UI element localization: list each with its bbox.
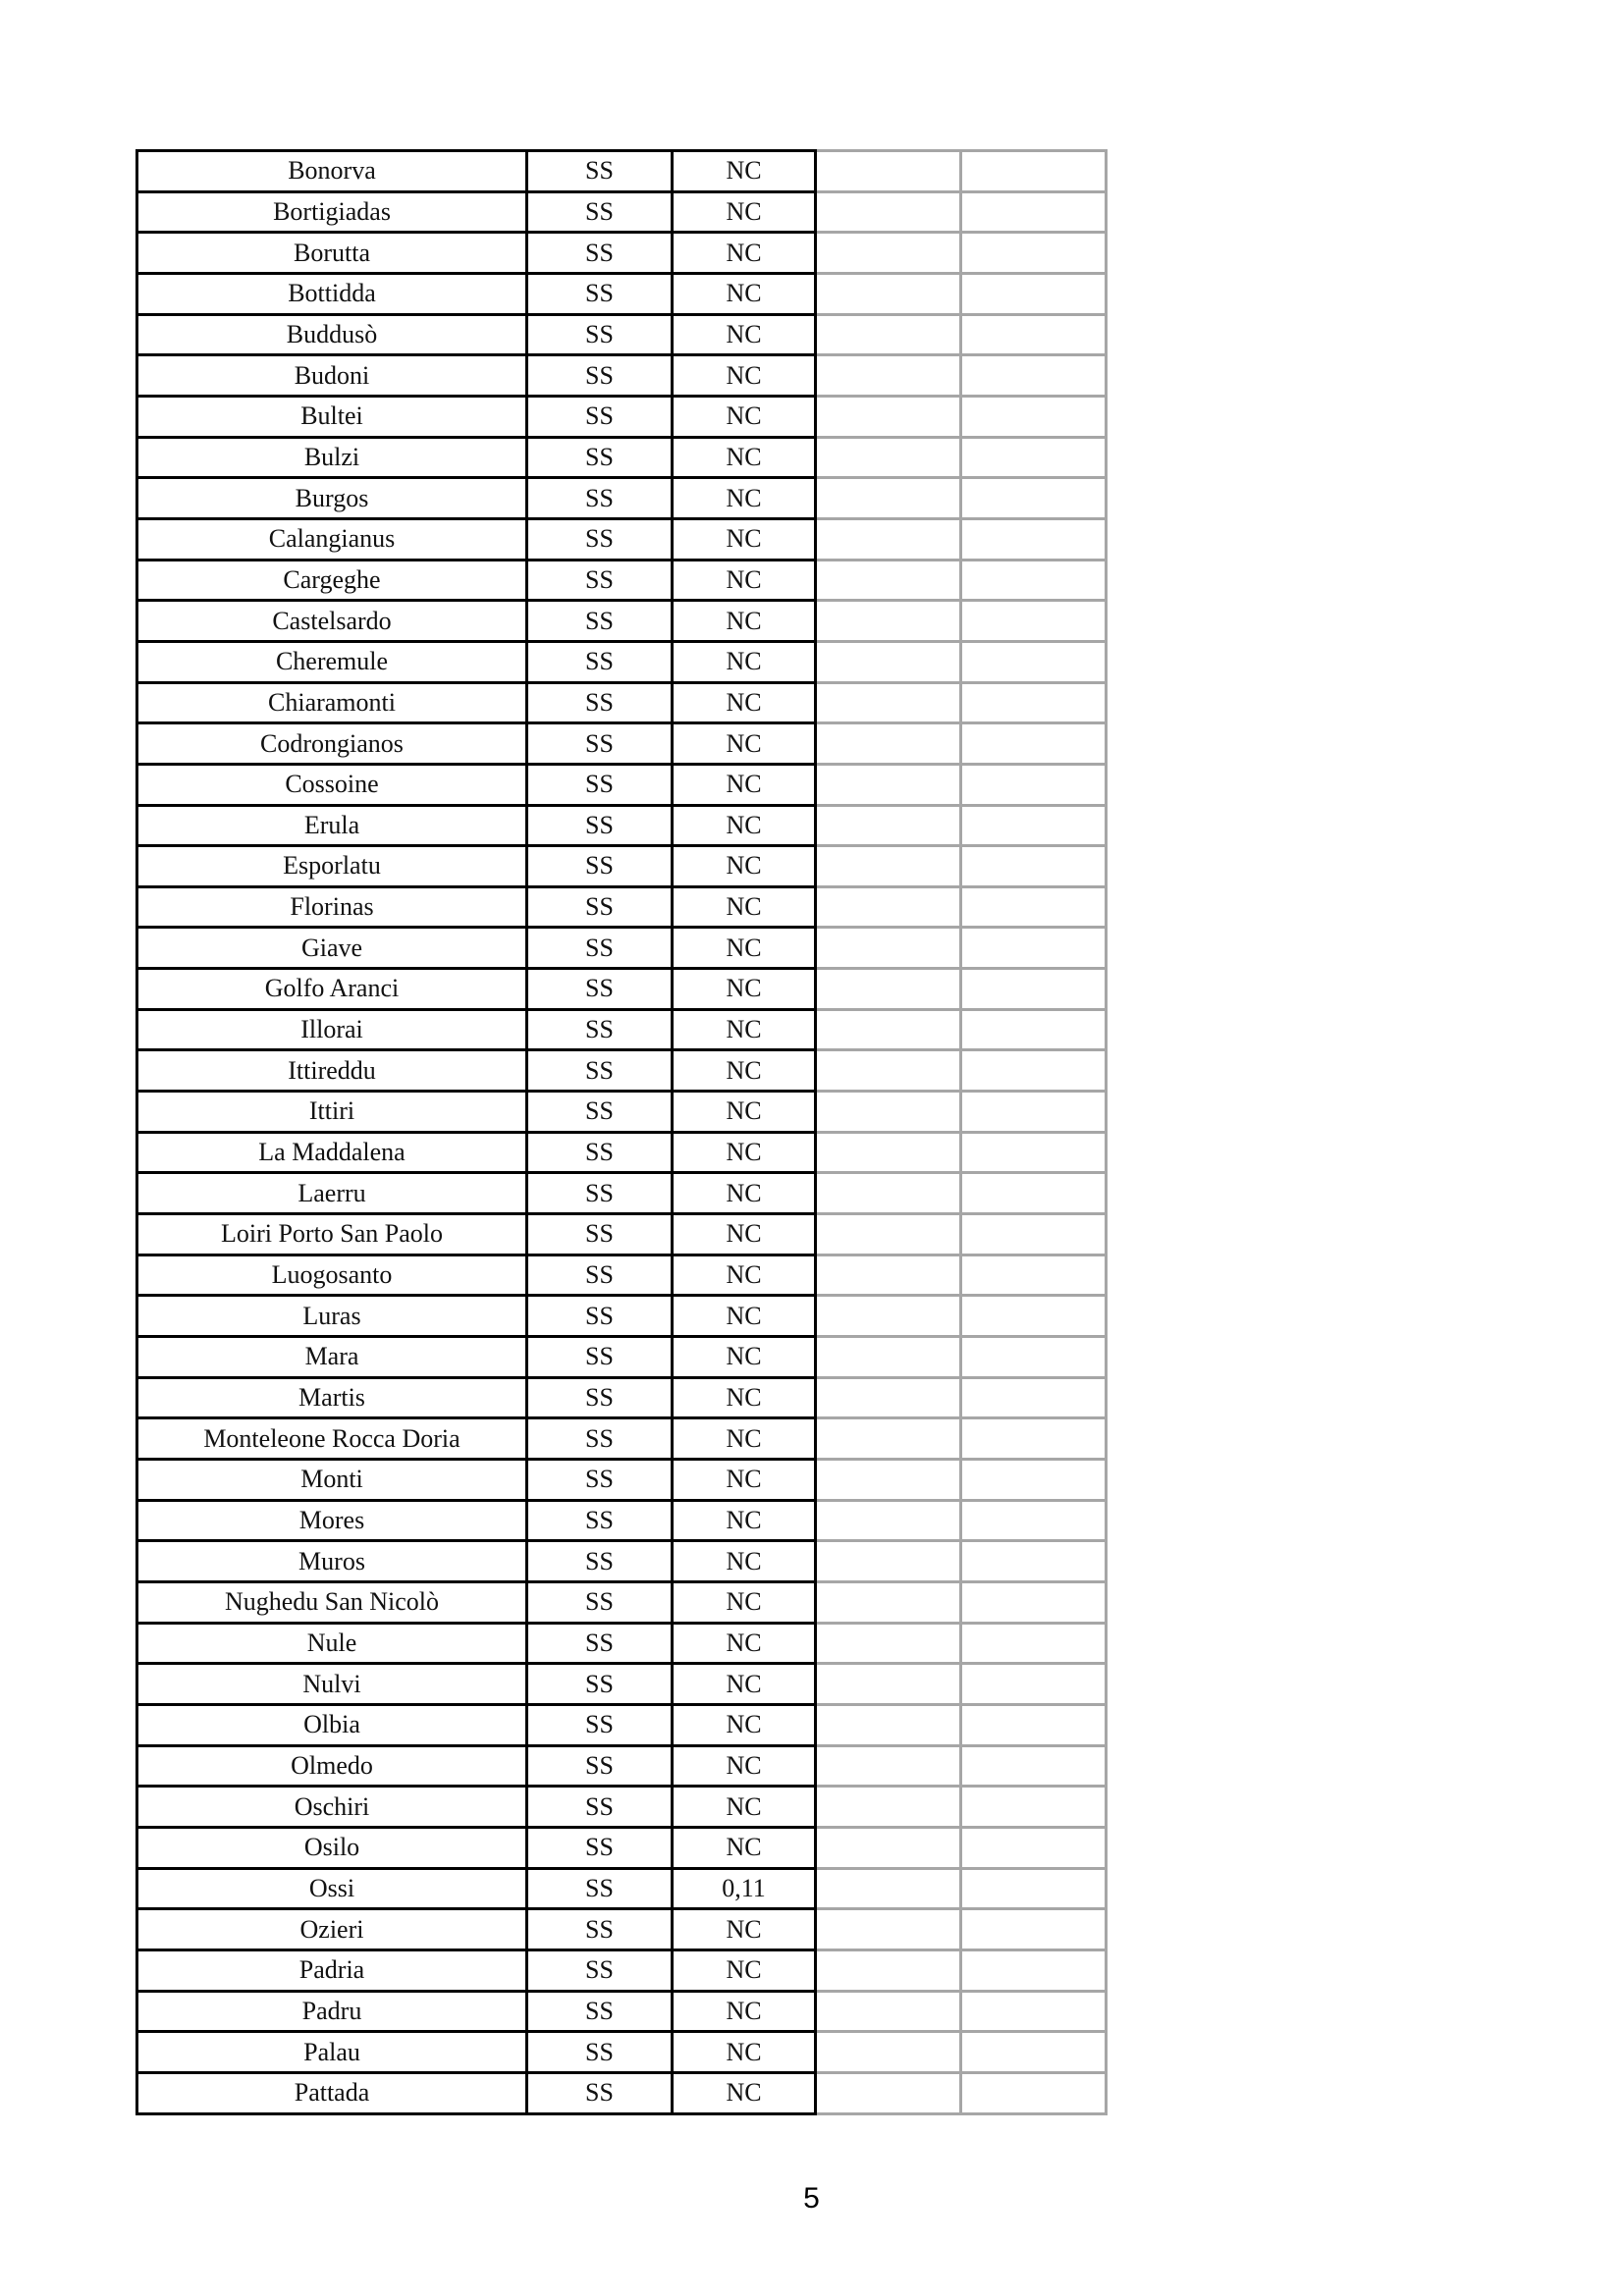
empty-cell: [961, 1337, 1107, 1378]
municipality-cell: Bulzi: [137, 437, 527, 478]
page-number: 5: [803, 2182, 820, 2215]
municipality-cell: Olmedo: [137, 1745, 527, 1787]
empty-cell: [961, 151, 1107, 192]
empty-cell: [816, 1418, 961, 1460]
empty-cell: [816, 273, 961, 314]
value-cell: NC: [673, 151, 816, 192]
value-cell: NC: [673, 314, 816, 355]
empty-cell: [816, 1745, 961, 1787]
province-cell: SS: [527, 1296, 673, 1337]
table-row: [137, 1745, 1107, 1787]
empty-cell: [961, 1623, 1107, 1664]
empty-cell: [961, 1541, 1107, 1582]
value-cell: NC: [673, 2072, 816, 2113]
empty-cell: [961, 2032, 1107, 2073]
municipality-cell: Nughedu San Nicolò: [137, 1581, 527, 1623]
province-cell: SS: [527, 1949, 673, 1991]
municipality-cell: Mara: [137, 1337, 527, 1378]
empty-cell: [961, 1009, 1107, 1050]
empty-cell: [816, 1255, 961, 1296]
value-cell: NC: [673, 1173, 816, 1214]
municipality-cell: Chiaramonti: [137, 682, 527, 723]
value-cell: NC: [673, 273, 816, 314]
value-cell: NC: [673, 2032, 816, 2073]
empty-cell: [816, 1991, 961, 2032]
municipality-cell: Cossoine: [137, 764, 527, 805]
province-cell: SS: [527, 518, 673, 560]
value-cell: NC: [673, 560, 816, 601]
empty-cell: [961, 1827, 1107, 1868]
empty-cell: [961, 396, 1107, 437]
table-row: [137, 1787, 1107, 1828]
value-cell: NC: [673, 886, 816, 928]
table-row: [137, 1050, 1107, 1092]
table-row: [137, 1664, 1107, 1705]
empty-cell: [816, 1009, 961, 1050]
empty-cell: [816, 1787, 961, 1828]
empty-cell: [961, 355, 1107, 397]
empty-cell: [816, 314, 961, 355]
empty-cell: [961, 1092, 1107, 1133]
municipality-cell: Burgos: [137, 478, 527, 519]
table-row: [137, 1623, 1107, 1664]
province-cell: SS: [527, 886, 673, 928]
value-cell: 0,11: [673, 1868, 816, 1909]
municipality-cell: Loiri Porto San Paolo: [137, 1214, 527, 1255]
province-cell: SS: [527, 764, 673, 805]
province-cell: SS: [527, 1704, 673, 1745]
province-cell: SS: [527, 1092, 673, 1133]
province-cell: SS: [527, 1460, 673, 1501]
province-cell: SS: [527, 723, 673, 765]
empty-cell: [961, 1868, 1107, 1909]
municipality-cell: Castelsardo: [137, 601, 527, 642]
table-row: [137, 355, 1107, 397]
empty-cell: [816, 1132, 961, 1173]
empty-cell: [816, 764, 961, 805]
empty-cell: [961, 1418, 1107, 1460]
province-cell: SS: [527, 478, 673, 519]
province-cell: SS: [527, 682, 673, 723]
empty-cell: [816, 1173, 961, 1214]
value-cell: NC: [673, 1541, 816, 1582]
value-cell: NC: [673, 1214, 816, 1255]
province-cell: SS: [527, 273, 673, 314]
table-row: [137, 1541, 1107, 1582]
empty-cell: [816, 1909, 961, 1950]
empty-cell: [961, 969, 1107, 1010]
empty-cell: [816, 396, 961, 437]
municipality-cell: Ossi: [137, 1868, 527, 1909]
empty-cell: [961, 641, 1107, 682]
table-row: [137, 969, 1107, 1010]
empty-cell: [816, 1949, 961, 1991]
municipality-cell: Padru: [137, 1991, 527, 2032]
table-row: [137, 151, 1107, 192]
table-row: [137, 928, 1107, 969]
municipality-cell: Olbia: [137, 1704, 527, 1745]
municipality-cell: Florinas: [137, 886, 527, 928]
empty-cell: [816, 1214, 961, 1255]
empty-cell: [816, 1050, 961, 1092]
empty-cell: [961, 764, 1107, 805]
empty-cell: [961, 1949, 1107, 1991]
municipality-table-body: [137, 151, 1107, 2114]
value-cell: NC: [673, 478, 816, 519]
province-cell: SS: [527, 1377, 673, 1418]
empty-cell: [816, 478, 961, 519]
value-cell: NC: [673, 723, 816, 765]
empty-cell: [961, 928, 1107, 969]
empty-cell: [961, 1377, 1107, 1418]
municipality-cell: Golfo Aranci: [137, 969, 527, 1010]
municipality-cell: Laerru: [137, 1173, 527, 1214]
table-row: [137, 1132, 1107, 1173]
empty-cell: [816, 641, 961, 682]
empty-cell: [961, 805, 1107, 846]
table-row: [137, 1500, 1107, 1541]
table-row: [137, 1377, 1107, 1418]
value-cell: NC: [673, 1255, 816, 1296]
empty-cell: [816, 601, 961, 642]
province-cell: SS: [527, 805, 673, 846]
empty-cell: [961, 723, 1107, 765]
value-cell: NC: [673, 518, 816, 560]
municipality-cell: Padria: [137, 1949, 527, 1991]
empty-cell: [816, 2032, 961, 2073]
province-cell: SS: [527, 1173, 673, 1214]
value-cell: NC: [673, 1009, 816, 1050]
empty-cell: [816, 1500, 961, 1541]
empty-cell: [816, 355, 961, 397]
municipality-cell: Pattada: [137, 2072, 527, 2113]
municipality-cell: Borutta: [137, 233, 527, 274]
value-cell: NC: [673, 641, 816, 682]
empty-cell: [961, 273, 1107, 314]
empty-cell: [816, 886, 961, 928]
empty-cell: [961, 191, 1107, 233]
empty-cell: [816, 1092, 961, 1133]
province-cell: SS: [527, 2032, 673, 2073]
value-cell: NC: [673, 1827, 816, 1868]
province-cell: SS: [527, 191, 673, 233]
municipality-cell: Illorai: [137, 1009, 527, 1050]
empty-cell: [961, 478, 1107, 519]
table-row: [137, 641, 1107, 682]
province-cell: SS: [527, 151, 673, 192]
table-row: [137, 846, 1107, 887]
value-cell: NC: [673, 805, 816, 846]
province-cell: SS: [527, 1214, 673, 1255]
table-row: [137, 1009, 1107, 1050]
municipality-cell: Monteleone Rocca Doria: [137, 1418, 527, 1460]
municipality-cell: Nule: [137, 1623, 527, 1664]
table-row: [137, 886, 1107, 928]
empty-cell: [816, 682, 961, 723]
municipality-table: [135, 149, 1108, 2115]
municipality-cell: Codrongianos: [137, 723, 527, 765]
value-cell: NC: [673, 1092, 816, 1133]
value-cell: NC: [673, 1664, 816, 1705]
empty-cell: [816, 1337, 961, 1378]
municipality-cell: Monti: [137, 1460, 527, 1501]
table-row: [137, 1337, 1107, 1378]
province-cell: SS: [527, 1009, 673, 1050]
municipality-cell: Bonorva: [137, 151, 527, 192]
table-row: [137, 1909, 1107, 1950]
province-cell: SS: [527, 1255, 673, 1296]
municipality-cell: Budoni: [137, 355, 527, 397]
municipality-cell: Buddusò: [137, 314, 527, 355]
province-cell: SS: [527, 1827, 673, 1868]
province-cell: SS: [527, 846, 673, 887]
province-cell: SS: [527, 1868, 673, 1909]
table-row: [137, 1092, 1107, 1133]
empty-cell: [961, 2072, 1107, 2113]
province-cell: SS: [527, 928, 673, 969]
province-cell: SS: [527, 1909, 673, 1950]
value-cell: NC: [673, 1460, 816, 1501]
municipality-cell: Luogosanto: [137, 1255, 527, 1296]
province-cell: SS: [527, 969, 673, 1010]
table-row: [137, 437, 1107, 478]
value-cell: NC: [673, 1500, 816, 1541]
empty-cell: [961, 1050, 1107, 1092]
table-row: [137, 1991, 1107, 2032]
empty-cell: [816, 518, 961, 560]
value-cell: NC: [673, 928, 816, 969]
empty-cell: [816, 1704, 961, 1745]
empty-cell: [961, 1460, 1107, 1501]
table-row: [137, 1581, 1107, 1623]
value-cell: NC: [673, 233, 816, 274]
table-row: [137, 233, 1107, 274]
empty-cell: [816, 723, 961, 765]
empty-cell: [816, 846, 961, 887]
empty-cell: [816, 1377, 961, 1418]
municipality-cell: Bortigiadas: [137, 191, 527, 233]
value-cell: NC: [673, 846, 816, 887]
value-cell: NC: [673, 1377, 816, 1418]
value-cell: NC: [673, 1745, 816, 1787]
empty-cell: [961, 314, 1107, 355]
value-cell: NC: [673, 764, 816, 805]
empty-cell: [961, 1664, 1107, 1705]
table-row: [137, 1418, 1107, 1460]
table-row: [137, 805, 1107, 846]
value-cell: NC: [673, 1132, 816, 1173]
municipality-cell: Palau: [137, 2032, 527, 2073]
empty-cell: [961, 1909, 1107, 1950]
empty-cell: [961, 1704, 1107, 1745]
value-cell: NC: [673, 682, 816, 723]
table-row: [137, 1460, 1107, 1501]
empty-cell: [961, 1787, 1107, 1828]
value-cell: NC: [673, 396, 816, 437]
empty-cell: [816, 233, 961, 274]
table-row: [137, 764, 1107, 805]
empty-cell: [961, 233, 1107, 274]
province-cell: SS: [527, 396, 673, 437]
value-cell: NC: [673, 601, 816, 642]
empty-cell: [816, 1827, 961, 1868]
municipality-cell: Erula: [137, 805, 527, 846]
municipality-cell: Giave: [137, 928, 527, 969]
province-cell: SS: [527, 641, 673, 682]
municipality-cell: Mores: [137, 1500, 527, 1541]
empty-cell: [816, 1541, 961, 1582]
empty-cell: [961, 601, 1107, 642]
municipality-cell: Muros: [137, 1541, 527, 1582]
province-cell: SS: [527, 1418, 673, 1460]
table-row: [137, 2032, 1107, 2073]
empty-cell: [816, 1868, 961, 1909]
empty-cell: [816, 1581, 961, 1623]
empty-cell: [816, 1460, 961, 1501]
empty-cell: [816, 1664, 961, 1705]
empty-cell: [961, 1745, 1107, 1787]
table-row: [137, 273, 1107, 314]
empty-cell: [961, 1296, 1107, 1337]
value-cell: NC: [673, 1909, 816, 1950]
province-cell: SS: [527, 233, 673, 274]
province-cell: SS: [527, 601, 673, 642]
empty-cell: [816, 191, 961, 233]
municipality-cell: La Maddalena: [137, 1132, 527, 1173]
province-cell: SS: [527, 1664, 673, 1705]
value-cell: NC: [673, 1949, 816, 1991]
empty-cell: [961, 886, 1107, 928]
empty-cell: [816, 805, 961, 846]
province-cell: SS: [527, 1050, 673, 1092]
municipality-cell: Nulvi: [137, 1664, 527, 1705]
value-cell: NC: [673, 1296, 816, 1337]
value-cell: NC: [673, 1050, 816, 1092]
municipality-cell: Cheremule: [137, 641, 527, 682]
empty-cell: [816, 2072, 961, 2113]
table-row: [137, 396, 1107, 437]
table-row: [137, 723, 1107, 765]
empty-cell: [961, 518, 1107, 560]
province-cell: SS: [527, 355, 673, 397]
empty-cell: [961, 846, 1107, 887]
municipality-cell: Ittireddu: [137, 1050, 527, 1092]
province-cell: SS: [527, 1337, 673, 1378]
empty-cell: [816, 1623, 961, 1664]
value-cell: NC: [673, 969, 816, 1010]
province-cell: SS: [527, 1581, 673, 1623]
municipality-cell: Bottidda: [137, 273, 527, 314]
municipality-cell: Ittiri: [137, 1092, 527, 1133]
empty-cell: [961, 1500, 1107, 1541]
value-cell: NC: [673, 1337, 816, 1378]
empty-cell: [961, 560, 1107, 601]
table-row: [137, 1827, 1107, 1868]
empty-cell: [816, 928, 961, 969]
value-cell: NC: [673, 1623, 816, 1664]
empty-cell: [816, 969, 961, 1010]
empty-cell: [961, 1214, 1107, 1255]
empty-cell: [961, 1132, 1107, 1173]
table-row: [137, 314, 1107, 355]
table-row: [137, 518, 1107, 560]
province-cell: SS: [527, 2072, 673, 2113]
municipality-cell: Esporlatu: [137, 846, 527, 887]
province-cell: SS: [527, 1541, 673, 1582]
table-row: [137, 1296, 1107, 1337]
table-row: [137, 191, 1107, 233]
table-row: [137, 1949, 1107, 1991]
province-cell: SS: [527, 437, 673, 478]
table-row: [137, 560, 1107, 601]
province-cell: SS: [527, 1623, 673, 1664]
empty-cell: [816, 1296, 961, 1337]
municipality-cell: Cargeghe: [137, 560, 527, 601]
province-cell: SS: [527, 314, 673, 355]
value-cell: NC: [673, 1581, 816, 1623]
municipality-cell: Martis: [137, 1377, 527, 1418]
empty-cell: [961, 1991, 1107, 2032]
municipality-cell: Luras: [137, 1296, 527, 1337]
empty-cell: [961, 437, 1107, 478]
value-cell: NC: [673, 1787, 816, 1828]
empty-cell: [816, 151, 961, 192]
province-cell: SS: [527, 560, 673, 601]
table-row: [137, 478, 1107, 519]
municipality-cell: Osilo: [137, 1827, 527, 1868]
value-cell: NC: [673, 437, 816, 478]
value-cell: NC: [673, 191, 816, 233]
municipality-cell: Bultei: [137, 396, 527, 437]
table-row: [137, 1173, 1107, 1214]
table-row: [137, 2072, 1107, 2113]
empty-cell: [961, 682, 1107, 723]
value-cell: NC: [673, 355, 816, 397]
value-cell: NC: [673, 1704, 816, 1745]
table-row: [137, 1214, 1107, 1255]
table-row: [137, 1868, 1107, 1909]
value-cell: NC: [673, 1991, 816, 2032]
empty-cell: [961, 1255, 1107, 1296]
empty-cell: [961, 1581, 1107, 1623]
table-row: [137, 601, 1107, 642]
province-cell: SS: [527, 1132, 673, 1173]
table-row: [137, 1255, 1107, 1296]
value-cell: NC: [673, 1418, 816, 1460]
empty-cell: [816, 437, 961, 478]
province-cell: SS: [527, 1991, 673, 2032]
empty-cell: [961, 1173, 1107, 1214]
municipality-cell: Oschiri: [137, 1787, 527, 1828]
municipality-cell: Calangianus: [137, 518, 527, 560]
table-row: [137, 1704, 1107, 1745]
empty-cell: [816, 560, 961, 601]
province-cell: SS: [527, 1787, 673, 1828]
province-cell: SS: [527, 1500, 673, 1541]
municipality-cell: Ozieri: [137, 1909, 527, 1950]
province-cell: SS: [527, 1745, 673, 1787]
table-row: [137, 682, 1107, 723]
